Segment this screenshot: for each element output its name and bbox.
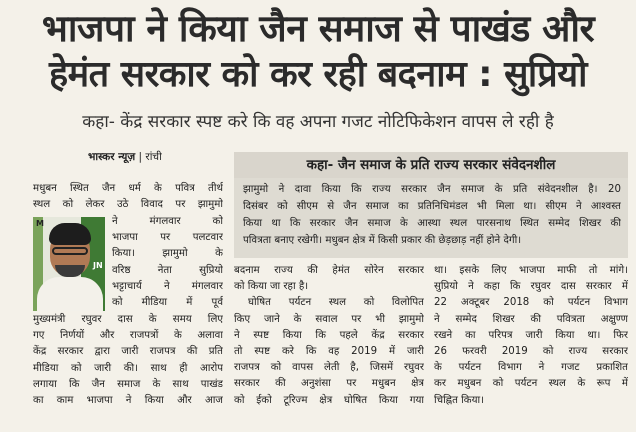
col1-line: भाजपा पर पलटवार — [112, 232, 223, 244]
col1-wrap — [112, 214, 223, 311]
col1-top — [33, 181, 223, 213]
sidebar-line: दिसंबर को सीएम से जैन समाज का प्रतिनिधिमंडल भी मिला था। सीएम ने आश्वस्त — [243, 201, 621, 212]
col1-line: ने मंगलवार को — [112, 216, 223, 227]
col1-line: मीडिया को जारी की। साथ ही आरोप — [33, 362, 223, 374]
col1-line: को मीडिया में पूर्व — [112, 296, 223, 308]
col2-line: राजपत्र को वापस लेती है, जिसमें रघुवर — [234, 362, 424, 374]
sidebar-line: किया था कि सरकार जैन समाज के आस्था स्थल पारसनाथ स्थित सम्मेद शिखर की — [243, 218, 621, 229]
col3-line: 22 अक्टूबर 2018 को पर्यटन विभाग — [434, 297, 628, 309]
col3-line: कर मधुबन को पर्यटन स्थल के रूप में — [434, 378, 628, 390]
byline-source: भास्कर न्यूज़ — [88, 151, 136, 163]
byline-city: रांची — [145, 151, 162, 163]
col1-line: किया। झामुमो के — [112, 248, 223, 260]
col1-line: मधुबन स्थित जैन धर्म के पवित्र तीर्थ — [33, 183, 223, 194]
col3-line: के पर्यटन विभाग ने गजट प्रकाशित — [434, 362, 628, 374]
col2-line: को किया जा रहा है। — [234, 281, 309, 293]
col2-line: किए जाने के सवाल पर भी झामुमो — [234, 313, 424, 325]
col1-bottom — [33, 312, 223, 409]
subheadline: कहा- केंद्र सरकार स्पष्ट करे कि वह अपना गजट नोटिफिकेशन वापस ले रही है — [82, 112, 554, 132]
col3-line: चिह्नित किया। — [434, 394, 484, 406]
headline-line-1: भाजपा ने किया जैन समाज से पाखंड और — [41, 7, 595, 50]
col1-line: वरिष्ठ नेता सुप्रियो — [112, 264, 223, 276]
col3-line: रखने का परिपत्र जारी किया था। फिर — [434, 329, 628, 341]
col3-line: सुप्रियो ने कहा कि रघुवर दास सरकार में — [434, 281, 628, 293]
col1-line: केंद्र सरकार द्वारा जारी राजपत्र की प्रति — [33, 346, 223, 358]
col1-line: गए निर्णयों और राजपत्रों के अलावा — [33, 330, 223, 342]
sidebar-line: झामुमो ने दावा किया कि राज्य सरकार जैन समाज के प्रति संवेदनशील है। 20 — [243, 184, 621, 195]
headline-line-2: हेमंत सरकार को कर रही बदनाम : सुप्रियो — [49, 54, 587, 95]
col2-line: बदनाम राज्य की हेमंत सोरेन सरकार — [234, 265, 424, 276]
col2-line: ने स्पष्ट किया कि पहले केंद्र सरकार — [234, 329, 424, 341]
col2-line: को ईको टूरिज्म क्षेत्र घोषित किया गया — [234, 394, 424, 406]
byline — [88, 150, 162, 164]
col2-line: घोषित पर्यटन स्थल को विलोपित — [248, 297, 424, 309]
col1-line: लगाया कि जैन समाज के साथ पाखंड — [33, 378, 223, 390]
col1-line: भट्टाचार्य ने मंगलवार — [112, 280, 223, 292]
col3 — [434, 263, 628, 409]
author-photo — [33, 217, 105, 311]
sidebar-title: कहा- जैन समाज के प्रति राज्य सरकार संवेदनशील — [234, 152, 628, 178]
photo-label-left: M — [36, 219, 44, 228]
col3-line: ने सम्मेद शिखर की पवित्रता अक्षुण्ण — [434, 313, 628, 325]
col2 — [234, 263, 424, 409]
col1-line: का काम भाजपा ने किया और आज — [33, 394, 223, 406]
byline-separator: | — [138, 151, 143, 163]
col1-line: मुख्यमंत्री रघुवर दास के समय लिए — [33, 314, 223, 325]
photo-label-right: JN — [93, 261, 103, 270]
col1-line: स्थल को लेकर उठे विवाद पर झामुमो — [33, 199, 223, 211]
sidebar-line: पवित्रता बनाए रखेगी। मधुबन क्षेत्र में किसी प्रकार की छेड़छाड़ नहीं होने देगी। — [243, 235, 522, 246]
col2-line: सरकार की अनुशंसा पर मधुबन क्षेत्र — [234, 378, 424, 390]
col3-line: 26 फरवरी 2019 को राज्य सरकार — [434, 345, 628, 357]
col2-line: तो स्पष्ट करे कि वह 2019 में जारी — [234, 345, 424, 357]
col3-line: था। इसके लिए भाजपा माफी तो मांगे। — [434, 265, 628, 276]
sidebar-body — [243, 181, 621, 249]
